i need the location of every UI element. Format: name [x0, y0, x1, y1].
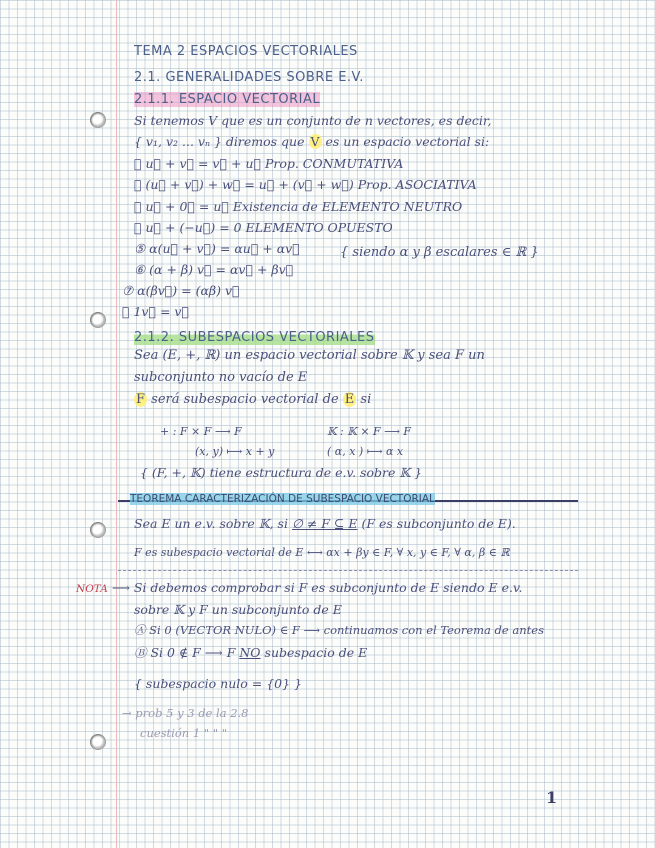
property-6: ⑥ (α + β) v⃗ = αv⃗ + βv⃗ [134, 262, 294, 277]
binder-hole [90, 312, 106, 328]
intro-line-1: Si tenemos V que es un conjunto de n vectores, es decir, [134, 113, 492, 128]
operation-sum: + : F × F ⟶ F [160, 425, 242, 438]
intro-line-2: { v₁, v₂ ... vₙ } diremos que V es un espacio vectorial si: [134, 134, 490, 149]
divider [118, 570, 578, 571]
null-subspace-note: { subespacio nulo = {0} } [134, 676, 302, 691]
operation-sum-map: (x, y) ⟼ x + y [195, 445, 275, 458]
page-number: 1 [546, 788, 558, 807]
binder-hole [90, 112, 106, 128]
note-case-b: Ⓑ Si 0 ∉ F ⟶ F NO subespacio de E [134, 645, 368, 660]
scalars-note: { siendo α y β escalares ∈ ℝ } [340, 245, 539, 260]
theorem-title: TEOREMA CARACTERIZACIÓN DE SUBESPACIO VECTORIAL [130, 493, 435, 505]
binder-hole [90, 522, 106, 538]
property-1: ① u⃗ + v⃗ = v⃗ + u⃗ Prop. CONMUTATIVA [134, 156, 404, 171]
structure-note: { (F, +, 𝕂) tiene estructura de e.v. sobre 𝕂 } [140, 465, 423, 480]
nota-label: NOTA [76, 583, 108, 595]
property-2: ② (u⃗ + v⃗) + w⃗ = u⃗ + (v⃗ + w⃗) Prop. ASOCIATIVA [134, 177, 477, 192]
theorem-line-1: Sea E un e.v. sobre 𝕂, si ∅ ≠ F ⊆ E (F es subconjunto de E). [134, 516, 516, 531]
property-8: ⑧ 1v⃗ = v⃗ [122, 304, 189, 319]
subspace-line-3: F será subespacio vectorial de E si [136, 392, 372, 407]
section-2-1-1: 2.1.1. ESPACIO VECTORIAL [134, 92, 321, 107]
binder-hole [90, 734, 106, 750]
highlighted-v: V [310, 134, 320, 149]
operation-scalar-map: ( α, x ) ⟼ α x [327, 445, 404, 458]
section-2-1: 2.1. GENERALIDADES SOBRE E.V. [134, 70, 364, 85]
note-case-a: Ⓐ Si 0 (VECTOR NULO) ∈ F ⟶ continuamos con el Teorema de antes [134, 623, 544, 637]
highlighted-e: E [344, 392, 355, 407]
section-2-1-2: 2.1.2. SUBESPACIOS VECTORIALES [134, 330, 375, 345]
note-line-2: sobre 𝕂 y F un subconjunto de E [134, 602, 342, 617]
subspace-line-2: subconjunto no vacío de E [134, 370, 308, 385]
note-line-1: ⟶ Si debemos comprobar si F es subconjunto de E siendo E e.v. [112, 580, 523, 595]
title: TEMA 2 ESPACIOS VECTORIALES [134, 44, 358, 59]
property-5: ⑤ α(u⃗ + v⃗) = αu⃗ + αv⃗ [134, 241, 300, 256]
property-4: ④ u⃗ + (−u⃗) = 0 ELEMENTO OPUESTO [134, 220, 393, 235]
property-3: ③ u⃗ + 0⃗ = u⃗ Existencia de ELEMENTO NEUTRO [134, 199, 463, 214]
subspace-line-1: Sea (E, +, ℝ) un espacio vectorial sobre 𝕂 y sea F un [134, 348, 485, 363]
highlighted-f: F [136, 392, 146, 407]
theorem-line-2: F es subespacio vectorial de E ⟷ αx + βy ∈ F, ∀ x, y ∈ F, ∀ α, β ∈ ℝ [134, 546, 510, 559]
pencil-note-1: → prob 5 y 3 de la 2.8 [122, 706, 249, 720]
pencil-note-2: cuestión 1 " " " [140, 726, 227, 740]
property-7: ⑦ α(βv⃗) = (αβ) v⃗ [122, 283, 240, 298]
operation-scalar: 𝕂 : 𝕂 × F ⟶ F [327, 425, 412, 438]
